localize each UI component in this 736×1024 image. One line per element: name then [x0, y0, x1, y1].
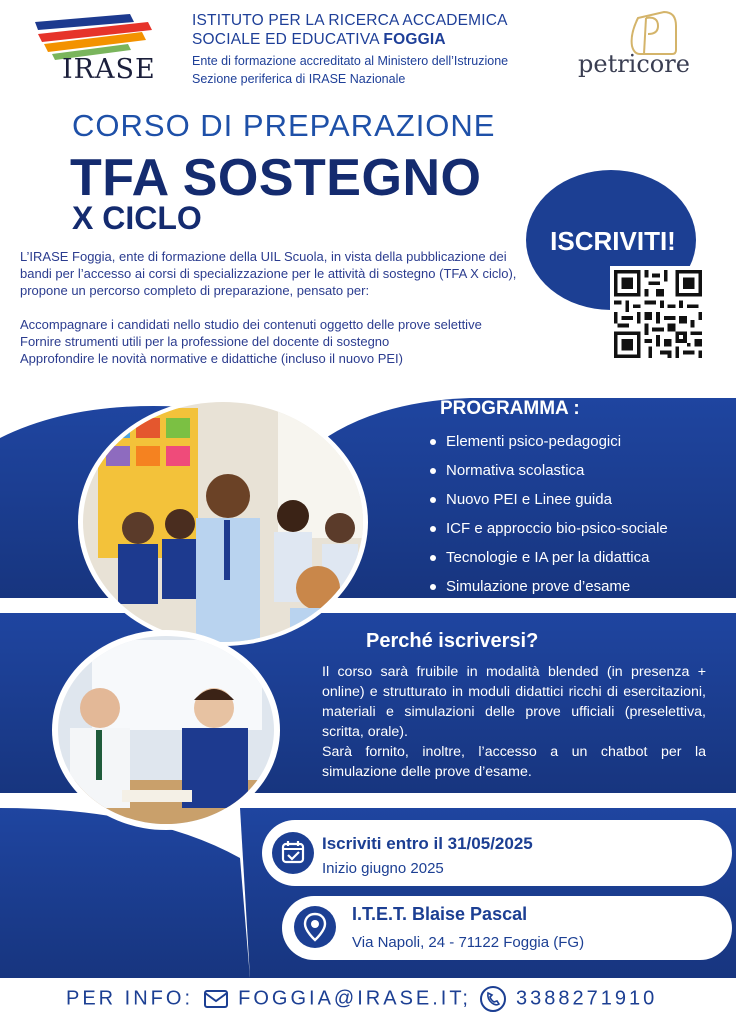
location-pin-icon: [294, 906, 336, 948]
programma-item: ICF e approccio bio-psico-sociale: [428, 519, 668, 548]
perche-paragraph: Il corso sarà fruibile in modalità blended (in presenza + online) e strutturato in moduli didattici ricchi di esercitazioni, materiali e simulazioni delle prove ufficiali (preselettiva, scritta, orale).: [322, 664, 706, 740]
location-name: I.T.E.T. Blaise Pascal: [352, 904, 528, 924]
contact-footer: [66, 985, 657, 1013]
institute-name-line2-text: SOCIALE ED EDUCATIVA: [192, 31, 379, 48]
phone-icon: [479, 985, 507, 1013]
course-subtitle: CORSO DI PREPARAZIONE: [72, 108, 496, 143]
perche-text: [322, 662, 706, 782]
intro-paragraph: L’IRASE Foggia, ente di formazione della UIL Scuola, in vista della pubblicazione dei bandi per l’accesso ai corsi di specializzazione per le attività di sostegno (TFA X ciclo), propone un percorso completo di preparazione, pensato per:: [20, 249, 517, 298]
intro-goal: Fornire strumenti utili per la professione del docente di sostegno: [20, 334, 390, 349]
footer-label: PER INFO:: [66, 987, 194, 1010]
envelope-icon: [202, 988, 230, 1010]
calendar-check-icon: [272, 832, 314, 874]
programma-item: Nuovo PEI e Linee guida: [428, 490, 668, 519]
intro-section: [20, 248, 530, 367]
qr-code-icon[interactable]: [610, 266, 706, 362]
page-title: TFA SOSTEGNO: [70, 149, 482, 207]
branch-text: Sezione periferica di IRASE Nazionale: [192, 72, 406, 86]
signup-deadline: Iscriviti entro il 31/05/2025: [322, 834, 533, 853]
intro-goal: Accompagnare i candidati nello studio dei contenuti oggetto delle prove selettive: [20, 317, 482, 332]
contact-email[interactable]: FOGGIA@IRASE.IT;: [238, 987, 471, 1010]
accreditation-text: Ente di formazione accreditato al Ministero dell’Istruzione: [192, 54, 509, 68]
cycle-title: X CICLO: [72, 200, 202, 236]
programma-item: Simulazione prove d’esame: [428, 577, 668, 606]
course-start: Inizio giugno 2025: [322, 860, 444, 877]
classroom-photo: [78, 398, 368, 646]
programma-item: Normativa scolastica: [428, 461, 668, 490]
programma-list: [428, 432, 668, 606]
programma-title: PROGRAMMA :: [440, 398, 580, 419]
intro-goal: Approfondire le novità normative e didattiche (incluso il nuovo PEI): [20, 351, 403, 366]
institute-city: FOGGIA: [383, 31, 446, 48]
institute-name-line1: ISTITUTO PER LA RICERCA ACCADEMICA: [192, 12, 508, 29]
irase-logo-text: IRASE: [62, 54, 156, 85]
contact-phone[interactable]: 3388271910: [516, 987, 658, 1010]
signup-label: ISCRIVITI!: [550, 226, 676, 256]
programma-item: Tecnologie e IA per la didattica: [428, 548, 668, 577]
perche-paragraph: Sarà fornito, inoltre, l’accesso a un chatbot per la simulazione delle prove d’esame.: [322, 744, 706, 780]
institute-name-line2: [192, 31, 446, 49]
tutoring-photo: [52, 630, 280, 830]
programma-item: Elementi psico-pedagogici: [428, 432, 668, 461]
perche-title: Perché iscriversi?: [366, 630, 539, 652]
petricore-logo-text: petricore: [578, 50, 690, 78]
location-address: Via Napoli, 24 - 71122 Foggia (FG): [352, 934, 585, 951]
